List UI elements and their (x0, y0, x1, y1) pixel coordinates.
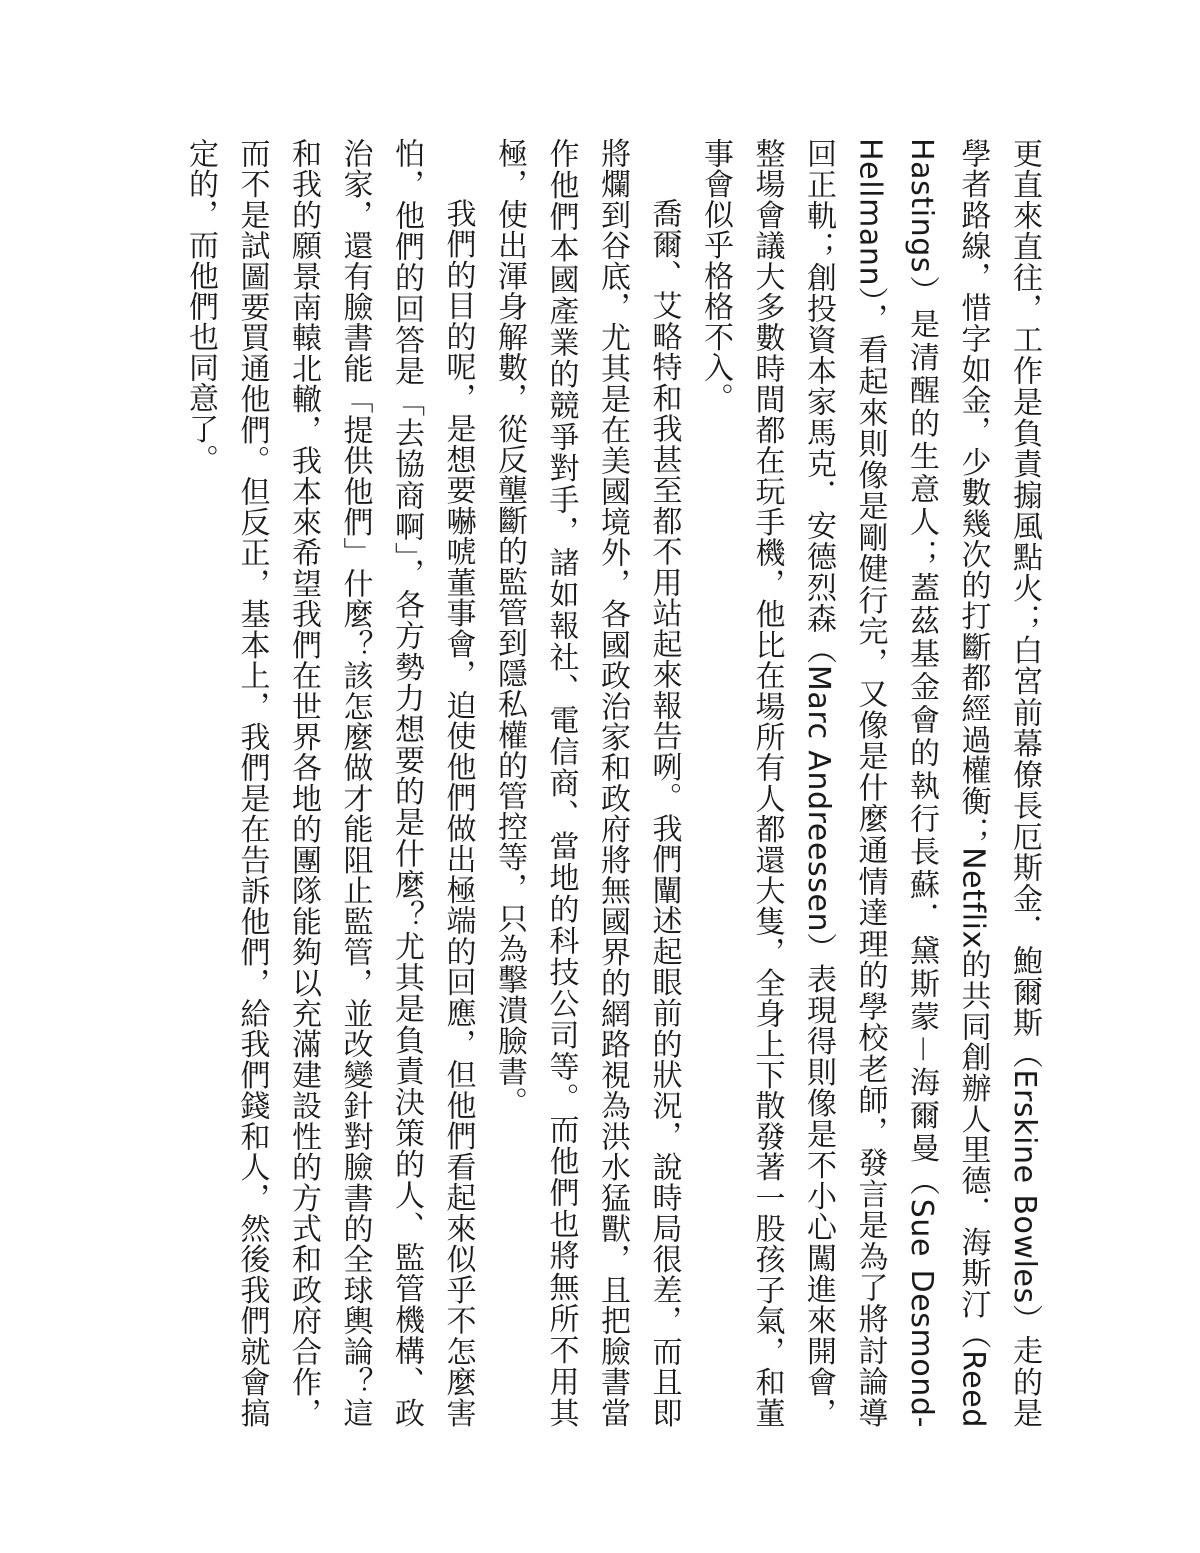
paragraph-3: 我們的目的呢，是想要嚇唬董事會，迫使他們做出極端的回應，但他們看起來似乎不怎麼害怕，他們的回答是「去協商啊」，各方勢力想要的是什麼？尤其是負責決策的人、監管機構、政治家，還有臉書能「提供他們」什麼？該怎麼做才能阻止監管，並改變針對臉書的全球輿論？這和我的願景南轅北轍，我本來希望我們在世界各地的團隊能夠以充滿建設性的方式和政府合作，而不是試圖要買通他們。但反正，基本上，我們是在告訴他們，給我們錢和人，然後我們就會搞定的，而他們也同意了。 (183, 138, 476, 1428)
paragraph-1: 更直來直往，工作是負責搧風點火；白宮前幕僚長厄斯金．鮑爾斯（Erskine Bowles）走的是學者路線，惜字如金，少數幾次的打斷都經過權衡；Netflix的共同創辦人里德．海斯汀（Reed Hastings）是清醒的生意人；蓋茲基金會的執行長蘇．黛斯蒙－海爾曼（Sue Desmond-Hellmann），看起來則像是剛健行完，又像是什麼通情達理的學校老師，發言是為了將討論導回正軌；創投資本家馬克．安德烈森（Marc Andreessen）表現得則像是不小心闖進來開會，整場會議大多數時間都在玩手機，他比在場所有人都還大隻，全身上下散發著一股孩子氣，和董事會似乎格格不入。 (698, 138, 1042, 1428)
paragraph-2: 喬爾、艾略特和我甚至都不用站起來報告咧。我們闡述起眼前的狀況，說時局很差，而且即將爛到谷底，尤其是在美國境外，各國政治家和政府將無國界的網路視為洪水猛獸，且把臉書當作他們本國產業的競爭對手，諸如報社、電信商、當地的科技公司等。而他們也將無所不用其極，使出渾身解數，從反壟斷的監管到隱私權的管控等，只為擊潰臉書。 (492, 138, 682, 1428)
vertical-text-body (175, 138, 1051, 1428)
